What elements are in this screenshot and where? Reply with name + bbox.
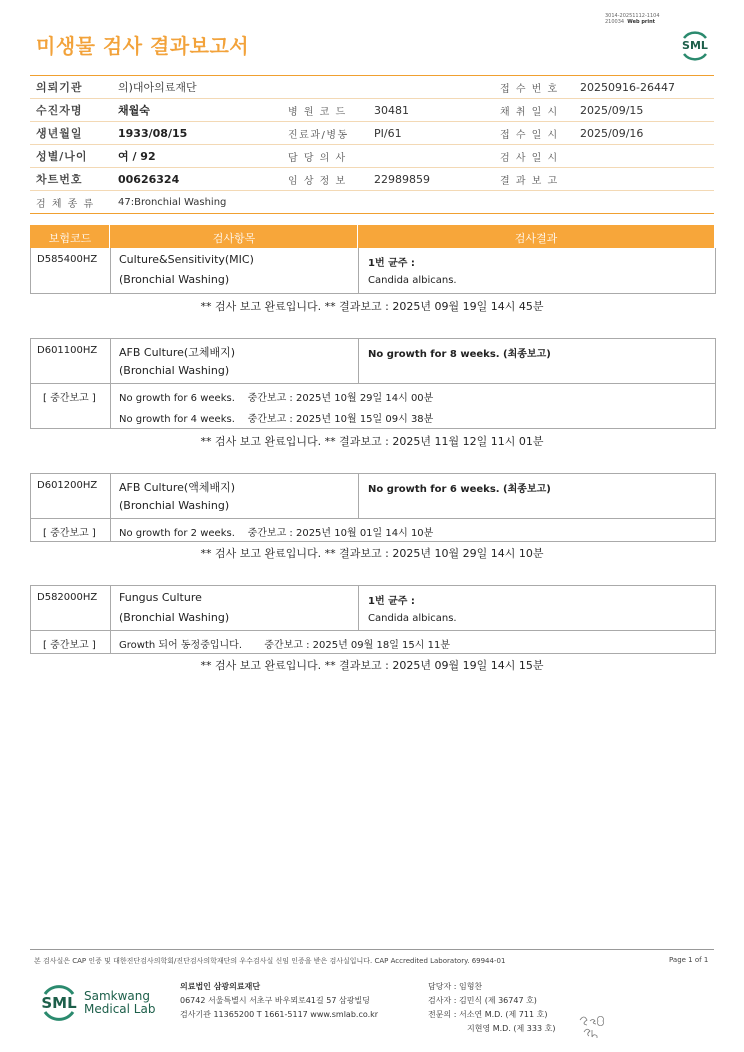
sml-logo-icon	[36, 980, 82, 1026]
org-contact: 검사기관 11365200 T 1661-5117 www.smlab.co.kr	[180, 1010, 379, 1019]
value-birth-date: 1933/08/15	[112, 122, 282, 145]
report-title: 미생물 검사 결과보고서	[36, 34, 250, 58]
label-patient-name: 수진자명	[30, 99, 112, 122]
interim-report-line: No growth for 6 weeks. 중간보고 : 2025년 10월 29일 14시 00분	[119, 393, 434, 404]
label-physician: 담 당 의 사	[282, 145, 368, 168]
value-department: PI/61	[368, 122, 494, 145]
accreditation-note: 본 검사실은 CAP 인증 및 대한진단검사의학회/진단검사의학재단의 우수검사실 신임 인증을 받은 검사실입니다. CAP Accredited Laboratory. 69944-01	[34, 957, 506, 965]
label-chart-no: 차트번호	[30, 168, 112, 191]
org-name: 의료법인 삼광의료재단	[180, 982, 261, 991]
test-result-organism: Candida albicans.	[368, 613, 457, 624]
test-block-afb-solid	[30, 338, 716, 429]
sml-logo-icon	[676, 26, 714, 64]
brand-name: Samkwang Medical Lab	[84, 989, 156, 1016]
sml-logo-text: SML	[682, 39, 708, 52]
label-receipt-date: 접 수 일 시	[494, 122, 574, 145]
test-complete-notice: ** 검사 보고 완료입니다. ** 결과보고 : 2025년 09월 19일 14시 45분	[200, 300, 544, 313]
value-physician	[368, 145, 494, 168]
staff-specialist: 전문의 : 서소연 M.D. (제 711 호)	[428, 1010, 548, 1019]
label-collection-date: 채 취 일 시	[494, 99, 574, 122]
interim-report-line: Growth 되어 동정중입니다. 중간보고 : 2025년 09월 18일 15시 11분	[119, 640, 450, 651]
value-clinical-info: 22989859	[368, 168, 494, 191]
test-specimen: (Bronchial Washing)	[119, 611, 230, 624]
interim-report-line: No growth for 4 weeks. 중간보고 : 2025년 10월 15일 09시 38분	[119, 414, 434, 425]
footer-divider	[30, 949, 714, 950]
staff-info	[428, 980, 555, 1036]
test-result-organism: Candida albicans.	[368, 275, 457, 286]
test-code: D585400HZ	[37, 254, 98, 265]
value-chart-no: 00626324	[112, 168, 282, 191]
test-result-strain: 1번 균주 :	[368, 258, 415, 269]
label-specimen-type: 검 체 종 류	[30, 191, 112, 214]
interim-report-label: [ 중간보고 ]	[43, 528, 96, 539]
value-hospital-code: 30481	[368, 99, 494, 122]
column-test-result: 검사결과	[514, 232, 558, 245]
test-specimen: (Bronchial Washing)	[119, 364, 230, 377]
label-sex-age: 성별/나이	[30, 145, 112, 168]
label-requester: 의뢰기관	[30, 76, 112, 99]
patient-info-table	[30, 75, 714, 214]
label-birth-date: 생년월일	[30, 122, 112, 145]
test-specimen: (Bronchial Washing)	[119, 273, 230, 286]
test-block-culture-sensitivity	[30, 248, 716, 294]
interim-report-line: No growth for 2 weeks. 중간보고 : 2025년 10월 01일 14시 10분	[119, 528, 434, 539]
test-complete-notice: ** 검사 보고 완료입니다. ** 결과보고 : 2025년 10월 29일 14시 10분	[200, 547, 544, 560]
label-hospital-code: 병 원 코 드	[282, 99, 368, 122]
value-collection-date: 2025/09/15	[574, 99, 714, 122]
test-code: D601100HZ	[37, 345, 98, 356]
test-complete-notice: ** 검사 보고 완료입니다. ** 결과보고 : 2025년 11월 12일 11시 01분	[200, 435, 544, 448]
test-specimen: (Bronchial Washing)	[119, 499, 230, 512]
samkwang-logo	[36, 980, 156, 1028]
organization-info	[180, 980, 378, 1022]
label-test-date: 검 사 일 시	[494, 145, 574, 168]
test-block-fungus-culture	[30, 585, 716, 654]
value-receipt-date: 2025/09/16	[574, 122, 714, 145]
interim-report-label: [ 중간보고 ]	[43, 393, 96, 404]
signature-icon	[576, 1010, 610, 1040]
test-item: Culture&Sensitivity(MIC)	[119, 253, 254, 266]
column-insurance-code: 보험코드	[48, 232, 92, 245]
interim-report-label: [ 중간보고 ]	[43, 640, 96, 651]
staff-examiner: 검사자 : 김민식 (제 36747 호)	[428, 996, 537, 1005]
test-item: Fungus Culture	[119, 591, 202, 604]
org-address: 06742 서울특별시 서초구 바우뫼로41길 57 삼광빌딩	[180, 996, 370, 1005]
test-result-final: No growth for 6 weeks. (최종보고)	[368, 484, 551, 495]
value-accession-no: 20250916-26447	[574, 76, 714, 99]
value-test-date	[574, 145, 714, 168]
value-requester: 의)대아의료재단	[112, 76, 494, 99]
test-item: AFB Culture(고체배지)	[119, 346, 236, 359]
test-block-afb-liquid	[30, 473, 716, 542]
column-test-item: 검사항목	[212, 232, 256, 245]
label-result-report: 결 과 보 고	[494, 168, 574, 191]
test-result-strain: 1번 균주 :	[368, 596, 415, 607]
document-id: 3014-20251112-1104 210034 Web print	[605, 13, 660, 25]
label-department: 진료과/병동	[282, 122, 368, 145]
value-sex-age: 여 / 92	[112, 145, 282, 168]
page-number: Page 1 of 1	[669, 956, 709, 964]
value-patient-name: 채월숙	[112, 99, 282, 122]
test-complete-notice: ** 검사 보고 완료입니다. ** 결과보고 : 2025년 09월 19일 14시 15분	[200, 659, 544, 672]
test-code: D601200HZ	[37, 480, 98, 491]
staff-in-charge: 담당자 : 임형찬	[428, 982, 483, 991]
value-specimen-type: 47:Bronchial Washing	[112, 191, 714, 214]
test-result-final: No growth for 8 weeks. (최종보고)	[368, 349, 551, 360]
sml-logo-text: SML	[41, 994, 77, 1012]
value-result-report	[574, 168, 714, 191]
results-column-header	[30, 225, 714, 248]
label-clinical-info: 임 상 정 보	[282, 168, 368, 191]
test-code: D582000HZ	[37, 592, 98, 603]
staff-specialist-2: 지현영 M.D. (제 333 호)	[467, 1024, 556, 1033]
label-accession-no: 접 수 번 호	[494, 76, 574, 99]
test-item: AFB Culture(액체배지)	[119, 481, 236, 494]
